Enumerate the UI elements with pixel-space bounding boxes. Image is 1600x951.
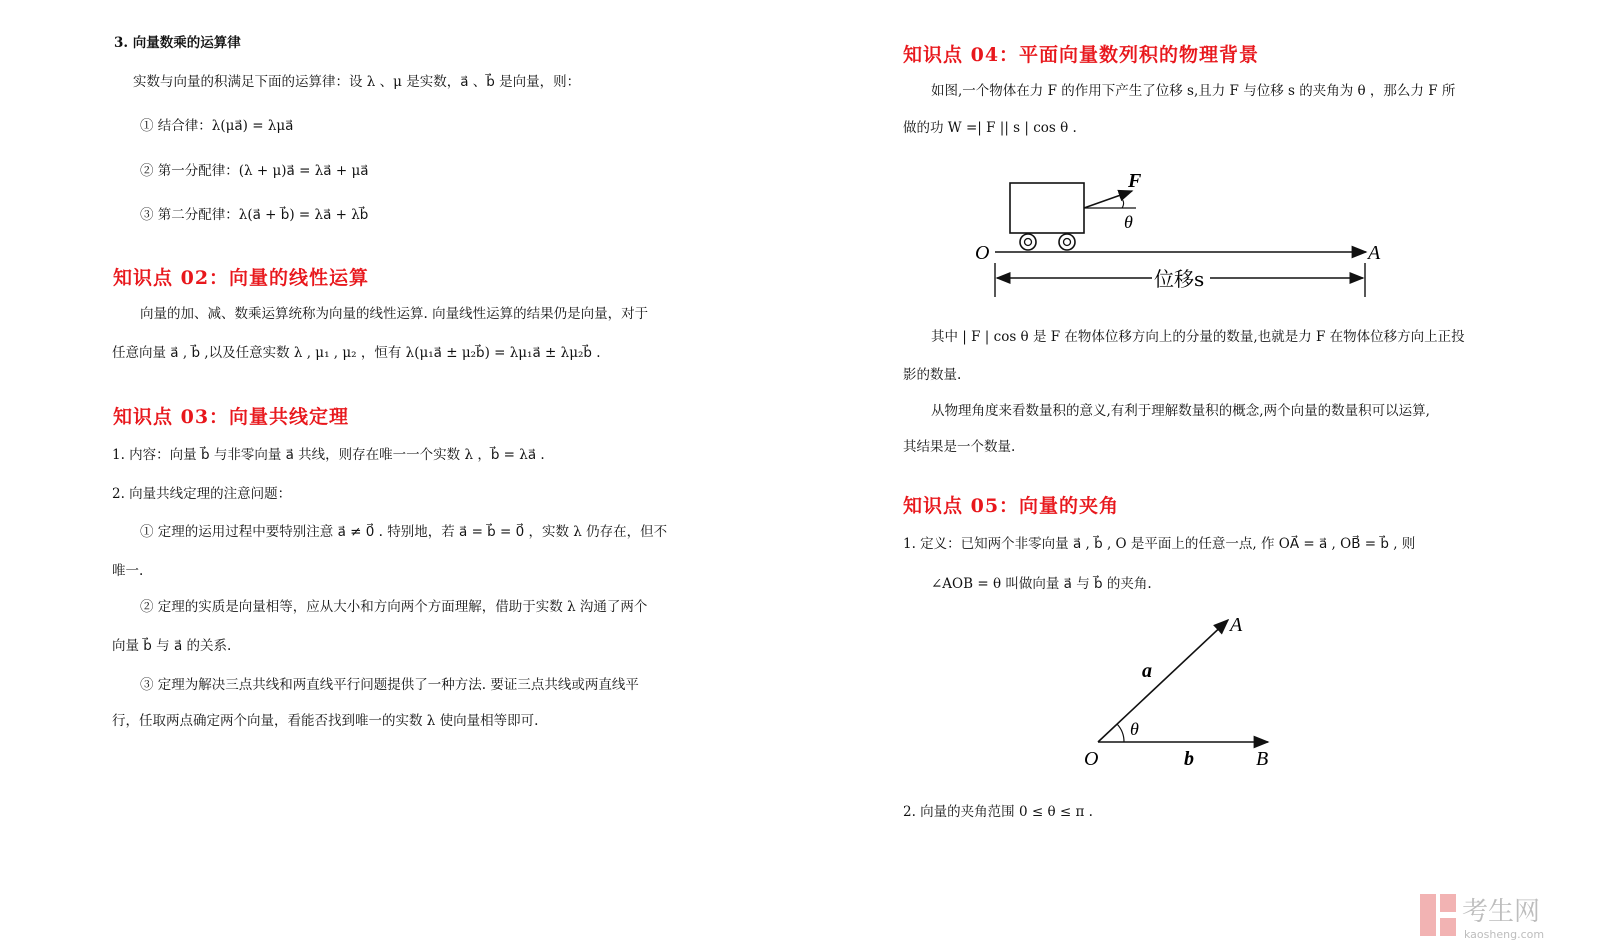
p05-item1-line1: 1. 定义：已知两个非零向量 a⃗ , b⃗ , O 是平面上的任意一点, 作 OA⃗ = a⃗ , OB⃗ = b⃗ , 则 xyxy=(903,536,1416,552)
heading-05: 知识点 05：向量的夹角 xyxy=(903,495,1120,517)
heading-04: 知识点 04：平面向量数列积的物理背景 xyxy=(903,44,1260,66)
note1-line2: 唯一. xyxy=(112,563,144,579)
label-A-2: A xyxy=(1230,614,1243,636)
force-arrow xyxy=(1084,191,1132,208)
label-theta-1: θ xyxy=(1124,212,1133,232)
label-O-2: O xyxy=(1084,748,1099,770)
section3-title: 3. 向量数乘的运算律 xyxy=(114,35,241,51)
cart-wheel-left xyxy=(1020,234,1036,250)
section3-intro: 实数与向量的积满足下面的运算律：设 λ 、μ 是实数，a⃗ 、b⃗ 是向量，则： xyxy=(133,74,581,90)
law-associative: ① 结合律：λ(μa⃗) = λμa⃗ xyxy=(140,118,294,134)
p04-line5: 从物理角度来看数量积的意义,有利于理解数量积的概念,两个向量的数量积可以运算, xyxy=(931,403,1430,419)
watermark-emblem-icon xyxy=(1420,894,1456,936)
p05-item1-line2: ∠AOB = θ 叫做向量 a⃗ 与 b⃗ 的夹角. xyxy=(931,576,1152,592)
law-distributive-2: ③ 第二分配律：λ(a⃗ + b⃗) = λa⃗ + λb⃗ xyxy=(140,207,369,223)
p04-line4: 影的数量. xyxy=(903,367,962,383)
label-F: F xyxy=(1128,170,1142,192)
angle-arc xyxy=(1120,197,1124,208)
p05-item2: 2. 向量的夹角范围 0 ≤ θ ≤ π . xyxy=(903,804,1093,820)
label-b: b xyxy=(1184,748,1194,770)
watermark-text: 考生网 xyxy=(1462,897,1541,927)
label-O-1: O xyxy=(975,242,990,264)
p04-line6: 其结果是一个数量. xyxy=(903,439,1016,455)
p03-item1: 1. 内容：向量 b⃗ 与非零向量 a⃗ 共线，则存在唯一一个实数 λ ，b⃗ = λa⃗ . xyxy=(112,447,545,463)
p04-line3: 其中 | F | cos θ 是 F 在物体位移方向上的分量的数量,也就是力 F 在物体位移方向上正投 xyxy=(931,329,1465,345)
note3-line1: ③ 定理为解决三点共线和两直线平行问题提供了一种方法. 要证三点共线或两直线平 xyxy=(140,677,639,693)
label-displacement: 位移s xyxy=(1154,267,1205,291)
label-A-1: A xyxy=(1368,242,1381,264)
heading-03: 知识点 03：向量共线定理 xyxy=(113,406,350,428)
p04-line1: 如图,一个物体在力 F 的作用下产生了位移 s,且力 F 与位移 s 的夹角为 θ ，那么力 F 所 xyxy=(931,83,1456,99)
note1-line1: ① 定理的运用过程中要特别注意 a⃗ ≠ 0⃗ . 特别地，若 a⃗ = b⃗ = 0⃗ ，实数 λ 仍存在，但不 xyxy=(140,524,668,540)
angle-arc-2 xyxy=(1117,724,1124,742)
heading-02: 知识点 02：向量的线性运算 xyxy=(113,267,370,289)
watermark-url: kaosheng.com xyxy=(1464,928,1545,941)
p02-line1: 向量的加、减、数乘运算统称为向量的线性运算. 向量线性运算的结果仍是向量，对于 xyxy=(140,306,649,322)
law-distributive-1: ② 第一分配律：(λ + μ)a⃗ = λa⃗ + μa⃗ xyxy=(140,163,369,179)
cart-body xyxy=(1010,183,1084,233)
p04-line2: 做的功 W =| F || s | cos θ . xyxy=(903,120,1077,136)
right-page xyxy=(800,0,1600,951)
note2-line1: ② 定理的实质是向量相等，应从大小和方向两个方面理解，借助于实数 λ 沟通了两个 xyxy=(140,599,648,615)
p02-line2: 任意向量 a⃗ , b⃗ ,以及任意实数 λ , μ₁ , μ₂ ，恒有 λ(μ₁a⃗ ± μ₂b⃗) = λμ₁a⃗ ± λμ₂b⃗ . xyxy=(112,345,601,361)
work-figure xyxy=(970,165,1390,305)
label-B-2: B xyxy=(1256,748,1269,770)
label-a: a xyxy=(1142,660,1152,682)
note3-line2: 行，任取两点确定两个向量，看能否找到唯一的实数 λ 使向量相等即可. xyxy=(112,713,539,729)
label-theta-2: θ xyxy=(1130,719,1139,739)
angle-figure xyxy=(1080,605,1300,780)
note2-line2: 向量 b⃗ 与 a⃗ 的关系. xyxy=(112,638,232,654)
cart-wheel-right xyxy=(1059,234,1075,250)
p03-item2: 2. 向量共线定理的注意问题： xyxy=(112,486,292,502)
watermark-logo xyxy=(1418,888,1598,948)
